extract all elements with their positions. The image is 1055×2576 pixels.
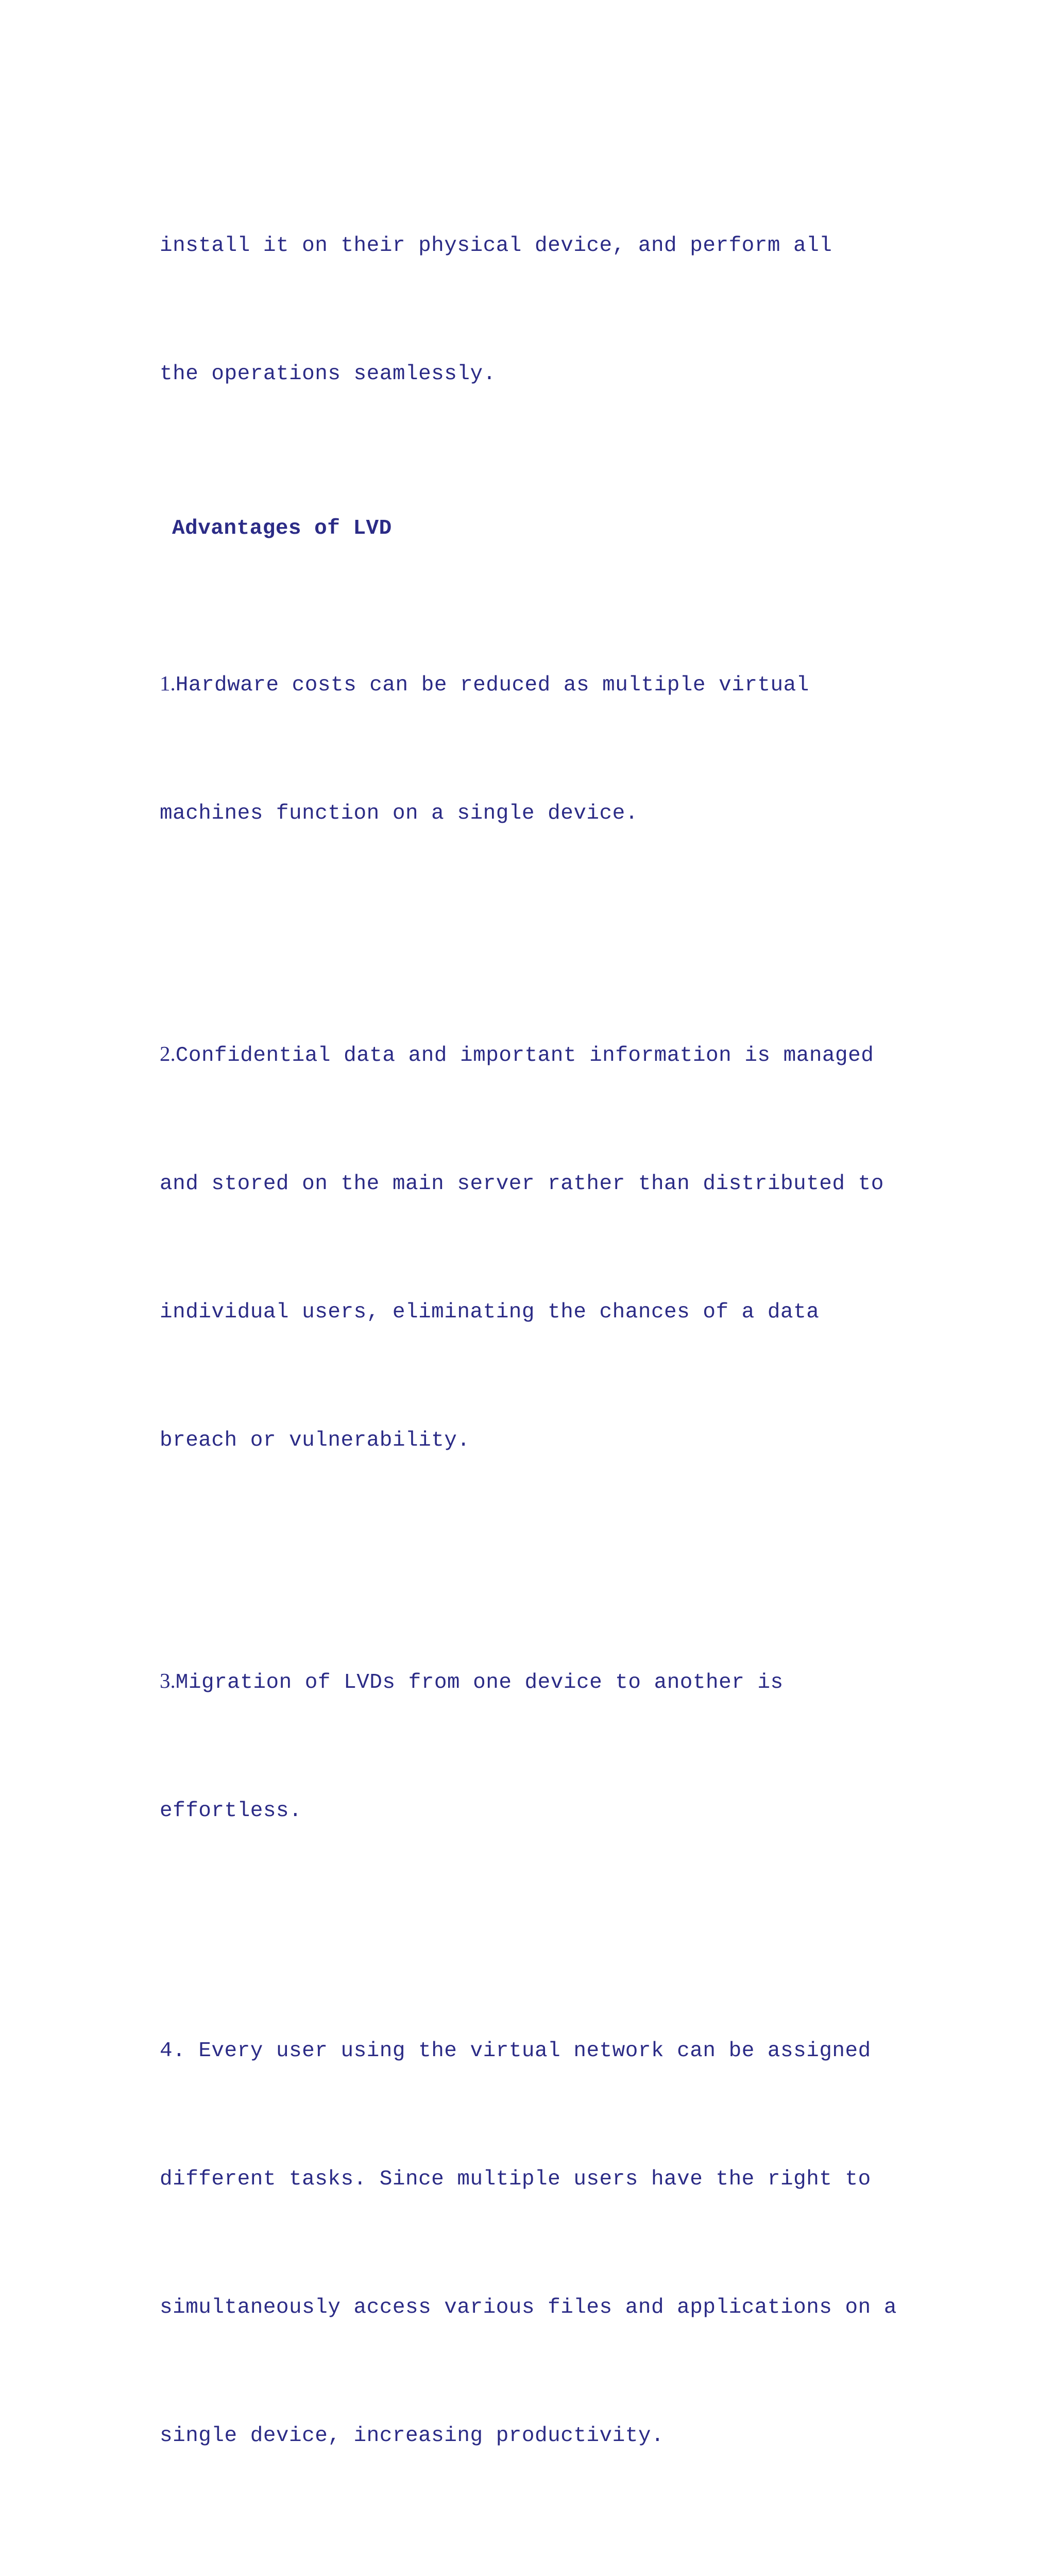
advantage-line: Hardware costs can be reduced as multiple virtual bbox=[175, 673, 809, 697]
advantage-item-3 bbox=[160, 1574, 907, 1918]
advantage-line: effortless. bbox=[160, 1799, 302, 1823]
advantage-line: Migration of LVDs from one device to another is bbox=[175, 1671, 784, 1694]
advantage-line: single device, increasing productivity. bbox=[160, 2424, 665, 2448]
advantage-line: machines function on a single device. bbox=[160, 802, 638, 825]
advantage-line: individual users, eliminating the chances of a data bbox=[160, 1300, 820, 1324]
document-body bbox=[160, 139, 907, 2576]
advantage-line: and stored on the main server rather than distributed to bbox=[160, 1172, 884, 1196]
advantage-item-2 bbox=[160, 947, 907, 1548]
advantage-number: 2. bbox=[160, 1042, 176, 1065]
advantages-heading: Advantages of LVD bbox=[172, 517, 392, 540]
advantage-number: 3. bbox=[160, 1669, 176, 1692]
advantage-item-1 bbox=[160, 577, 907, 921]
advantage-number: 1. bbox=[160, 671, 176, 695]
advantage-number: 4. bbox=[160, 2039, 186, 2063]
advantage-line: Every user using the virtual network can be assigned bbox=[198, 2039, 871, 2063]
advantage-item-5 bbox=[160, 2569, 907, 2576]
advantage-line: simultaneously access various files and applications on a bbox=[160, 2296, 897, 2319]
intro-line: install it on their physical device, and perform all bbox=[160, 234, 832, 258]
advantage-line: breach or vulnerability. bbox=[160, 1429, 470, 1452]
intro-paragraph bbox=[160, 139, 907, 481]
intro-line: the operations seamlessly. bbox=[160, 362, 496, 386]
advantage-line: Confidential data and important information is managed bbox=[175, 1044, 874, 1067]
advantage-item-4 bbox=[160, 1944, 907, 2543]
advantage-line: different tasks. Since multiple users have the right to bbox=[160, 2167, 871, 2191]
